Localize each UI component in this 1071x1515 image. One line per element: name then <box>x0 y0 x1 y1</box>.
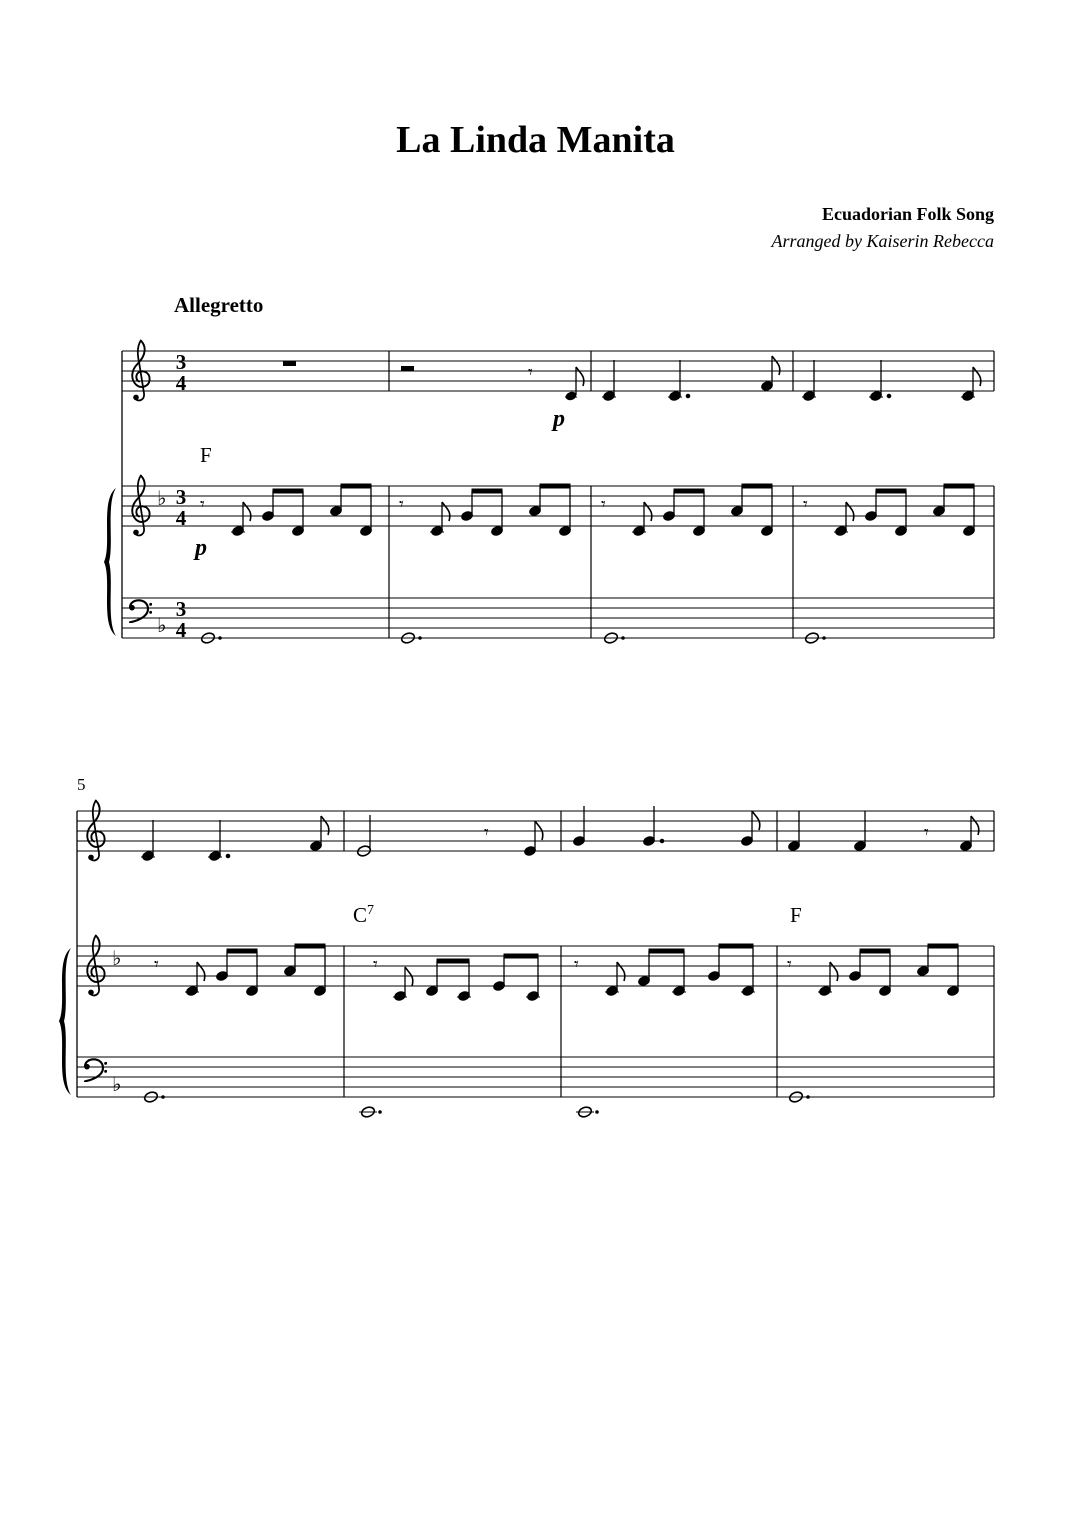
voice-measure-3 <box>602 356 780 402</box>
svg-text:4: 4 <box>175 371 187 395</box>
flat-sign: ♭ <box>157 615 167 637</box>
svg-text:3: 3 <box>175 485 187 509</box>
svg-text:4: 4 <box>175 618 187 642</box>
svg-text:𝄾: 𝄾 <box>574 954 579 974</box>
bass-clef <box>129 600 152 622</box>
chord-symbol: F <box>790 903 802 927</box>
svg-text:4: 4 <box>175 506 187 530</box>
chord-symbol: $C^7$ <box>353 903 375 927</box>
eighth-rest: 𝄾 <box>528 362 533 382</box>
piano-rh-measure <box>601 484 774 537</box>
piano-rh-measure <box>803 484 976 537</box>
composer-credit: Ecuadorian Folk Song <box>821 204 994 224</box>
piano-rh-measure <box>200 484 373 537</box>
system-1 <box>104 341 994 645</box>
whole-rest <box>283 361 296 366</box>
flat-sign: ♭ <box>112 1074 122 1096</box>
flat-sign: ♭ <box>112 948 122 970</box>
page-title: La Linda Manita <box>396 119 675 161</box>
piano-brace <box>104 488 116 636</box>
voice-staff-1 <box>122 351 994 391</box>
bass-clef <box>84 1059 107 1081</box>
voice-note <box>564 367 583 402</box>
svg-text:𝄾: 𝄾 <box>924 822 929 842</box>
svg-text:3: 3 <box>175 350 187 374</box>
half-rest <box>401 366 414 371</box>
piano-bass-staff-1 <box>122 598 994 638</box>
arranger-credit: Arranged by Kaiserin Rebecca <box>771 231 994 251</box>
voice-measures-5-8 <box>141 806 979 862</box>
piano-rh-measure <box>154 944 327 997</box>
svg-text:𝄾: 𝄾 <box>373 954 378 974</box>
barlines-1 <box>389 351 994 638</box>
svg-text:𝄾: 𝄾 <box>200 494 205 514</box>
barlines-2 <box>344 811 994 1097</box>
chord-symbol: F <box>200 443 212 467</box>
piano-bass-staff-2 <box>77 1057 994 1097</box>
time-signature <box>176 350 187 642</box>
svg-text:3: 3 <box>175 597 187 621</box>
system-2 <box>59 775 994 1118</box>
piano-treble-staff-1 <box>122 486 994 526</box>
piano-rh-measure <box>399 484 572 537</box>
piano-lh-notes <box>143 1091 809 1119</box>
svg-text:𝄾: 𝄾 <box>484 822 489 842</box>
piano-brace <box>59 948 71 1095</box>
tempo-marking: Allegretto <box>174 293 264 317</box>
piano-rh-measure <box>574 944 755 997</box>
dynamic-marking: p <box>195 535 207 561</box>
piano-rh-measure <box>787 944 960 997</box>
piano-rh-measure <box>373 954 540 1002</box>
flat-sign: ♭ <box>157 488 167 510</box>
measure-number: 5 <box>77 775 86 794</box>
dynamic-marking: p <box>553 406 565 432</box>
